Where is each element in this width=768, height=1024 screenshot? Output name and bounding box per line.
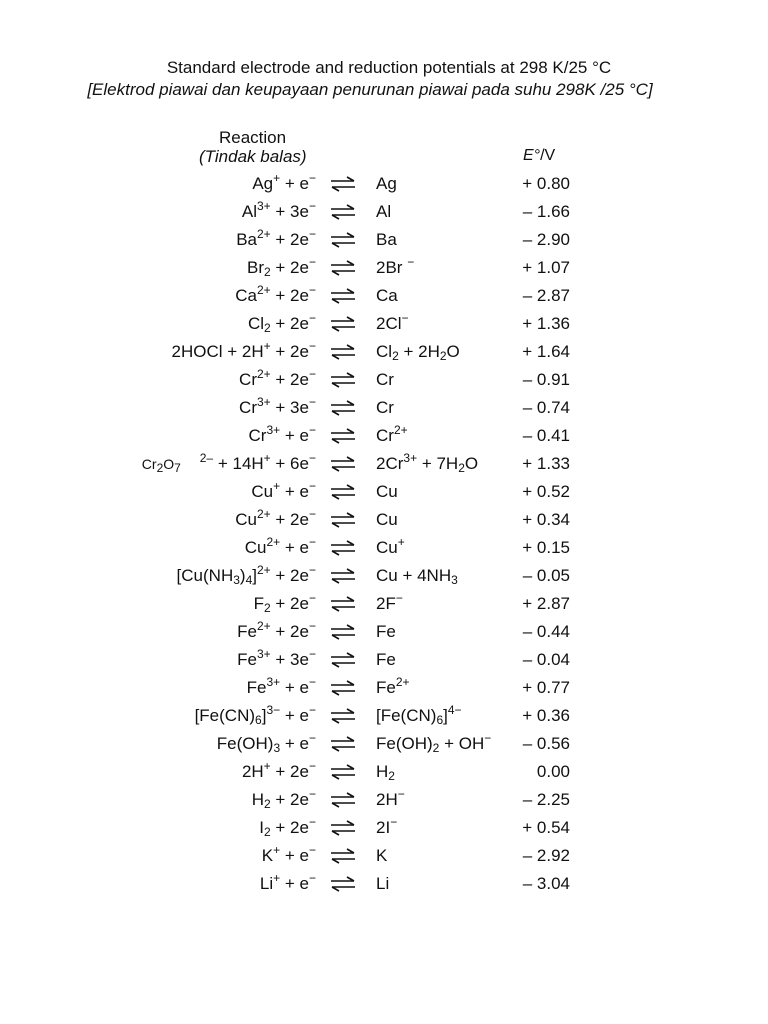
standard-potential-value: – 0.91 xyxy=(522,370,570,389)
reaction-right-side: $2Cr^{3+} + 7H_2O$ xyxy=(376,451,479,475)
reaction-left-side: $Fe(OH)_3 + e^-$ xyxy=(216,731,316,755)
column-header-tindak-balas: (Tindak balas) xyxy=(199,147,307,166)
table-row xyxy=(0,226,768,254)
equilibrium-arrow-icon xyxy=(330,708,356,724)
equilibrium-arrow-icon xyxy=(330,456,356,472)
reaction-right-side: Cu xyxy=(376,510,398,529)
standard-potential-value: + 0.15 xyxy=(522,538,570,557)
table-row xyxy=(0,618,768,646)
standard-potential-value: – 2.92 xyxy=(522,846,570,865)
table-row xyxy=(0,254,768,282)
reaction-right-side: $Cu + 4NH_3$ xyxy=(376,566,458,587)
equilibrium-arrow-icon xyxy=(330,400,356,416)
reaction-left-side: $[Cu(NH_3)_4]^{2+} + 2e^-$ xyxy=(176,563,316,587)
standard-potential-value: + 2.87 xyxy=(522,594,570,613)
reaction-right-side: $H_2$ xyxy=(376,762,395,783)
equilibrium-arrow-icon xyxy=(330,792,356,808)
standard-potential-value: – 2.90 xyxy=(522,230,570,249)
standard-potential-value: – 0.44 xyxy=(522,622,570,641)
reaction-left-side: $Cr_2O_7$ $^{2-}$ + 14H+ + 6e− xyxy=(141,451,316,475)
page-subtitle: [Elektrod piawai dan keupayaan penurunan piawai pada suhu 298K /25 °C] xyxy=(87,80,653,99)
potential-unit: /V xyxy=(540,147,556,164)
table-row xyxy=(0,422,768,450)
reaction-right-side: $Cl_2 + 2H_2O$ xyxy=(376,342,460,363)
standard-potential-value: + 1.33 xyxy=(522,454,570,473)
standard-potential-value: + 1.36 xyxy=(522,314,570,333)
reaction-right-side: Fe xyxy=(376,650,396,669)
reaction-left-side: $Cr^{3+} + e^-$ xyxy=(248,423,316,445)
equilibrium-arrow-icon xyxy=(330,316,356,332)
reaction-left-side: K+ + e− xyxy=(261,843,316,865)
standard-potential-value: – 0.74 xyxy=(522,398,570,417)
equilibrium-arrow-icon xyxy=(330,176,356,192)
reaction-left-side: $Cu^{2+} + 2e^-$ xyxy=(235,507,316,529)
reaction-left-side: $I_2 + 2e^-$ xyxy=(259,815,316,839)
equilibrium-arrow-icon xyxy=(330,876,356,892)
table-row xyxy=(0,450,768,478)
reaction-right-side: 2F− xyxy=(376,591,403,613)
table-row xyxy=(0,814,768,842)
reaction-right-side: Ca xyxy=(376,286,398,305)
equilibrium-arrow-icon xyxy=(330,288,356,304)
equilibrium-arrow-icon xyxy=(330,680,356,696)
standard-potential-value: + 0.52 xyxy=(522,482,570,501)
equilibrium-arrow-icon xyxy=(330,568,356,584)
reaction-left-side: $Cu^{2+} + e^-$ xyxy=(244,535,316,557)
table-row xyxy=(0,758,768,786)
reaction-left-side: $F_2 + 2e^-$ xyxy=(253,591,316,615)
equilibrium-arrow-icon xyxy=(330,624,356,640)
table-row xyxy=(0,310,768,338)
standard-potential-value: – 1.66 xyxy=(522,202,570,221)
reaction-left-side: $Ba^{2+} + 2e^-$ xyxy=(236,227,316,249)
standard-potential-value: + 0.80 xyxy=(522,174,570,193)
potential-symbol: E° xyxy=(523,147,541,164)
page-title: Standard electrode and reduction potentials at 298 K/25 °C xyxy=(166,58,612,77)
reaction-right-side: 2Cl− xyxy=(376,311,409,333)
equilibrium-arrow-icon xyxy=(330,484,356,500)
reaction-right-side: Cu xyxy=(376,482,398,501)
reaction-left-side: $Br_2 + 2e^-$ xyxy=(247,255,316,279)
reaction-right-side: 2I− xyxy=(376,815,398,837)
table-row xyxy=(0,170,768,198)
column-header-reaction: Reaction xyxy=(219,128,287,147)
reaction-right-side: $Fe^{2+}$ xyxy=(376,675,410,697)
equilibrium-arrow-icon xyxy=(330,204,356,220)
table-row xyxy=(0,674,768,702)
standard-potential-value: – 0.56 xyxy=(522,734,570,753)
table-row xyxy=(0,702,768,730)
equilibrium-arrow-icon xyxy=(330,260,356,276)
reaction-left-side: $Cr^{2+} + 2e^-$ xyxy=(239,367,316,389)
table-row xyxy=(0,534,768,562)
reaction-right-side: Al xyxy=(376,202,392,221)
table-row xyxy=(0,506,768,534)
reaction-left-side: Ag+ + e− xyxy=(252,171,316,193)
equilibrium-arrow-icon xyxy=(330,232,356,248)
column-header-potential xyxy=(523,147,555,165)
table-row xyxy=(0,198,768,226)
equilibrium-arrow-icon xyxy=(330,596,356,612)
reaction-right-side: 2Br − xyxy=(376,255,415,277)
reaction-right-side: $Fe(OH)_2 + OH^-$ xyxy=(376,731,492,755)
table-row xyxy=(0,730,768,758)
reaction-right-side: K xyxy=(376,846,388,865)
standard-potential-value: + 0.77 xyxy=(522,678,570,697)
reaction-right-side: Fe xyxy=(376,622,396,641)
equilibrium-arrow-icon xyxy=(330,652,356,668)
equilibrium-arrow-icon xyxy=(330,512,356,528)
equilibrium-arrow-icon xyxy=(330,540,356,556)
standard-potential-value: – 2.87 xyxy=(522,286,570,305)
standard-potential-value: + 0.36 xyxy=(522,706,570,725)
reaction-left-side: Li+ + e− xyxy=(259,871,316,893)
standard-potential-value: – 0.04 xyxy=(522,650,570,669)
reaction-left-side: 2HOCl + 2H+ + 2e− xyxy=(171,339,316,361)
reaction-right-side: Ba xyxy=(376,230,397,249)
reaction-right-side: 2H− xyxy=(376,787,405,809)
table-row xyxy=(0,646,768,674)
reaction-right-side: Ag xyxy=(376,174,397,193)
standard-potential-value: + 0.34 xyxy=(522,510,570,529)
table-row xyxy=(0,478,768,506)
equilibrium-arrow-icon xyxy=(330,848,356,864)
equilibrium-arrow-icon xyxy=(330,736,356,752)
equilibrium-arrow-icon xyxy=(330,820,356,836)
reaction-left-side: $Ca^{2+} + 2e^-$ xyxy=(235,283,316,305)
reaction-left-side: $Fe^{3+} + e^-$ xyxy=(246,675,316,697)
table-row xyxy=(0,366,768,394)
standard-potential-value: + 1.07 xyxy=(522,258,570,277)
standard-potential-value: 0.00 xyxy=(536,762,570,781)
table-row xyxy=(0,842,768,870)
reaction-right-side: Li xyxy=(376,874,390,893)
reaction-left-side: $Fe^{3+} + 3e^-$ xyxy=(237,647,316,669)
equilibrium-arrow-icon xyxy=(330,344,356,360)
reaction-left-side: $Fe^{2+} + 2e^-$ xyxy=(237,619,316,641)
reaction-right-side: $Cr^{2+}$ xyxy=(376,423,408,445)
equilibrium-arrow-icon xyxy=(330,372,356,388)
reaction-left-side: 2H+ + 2e− xyxy=(241,759,316,781)
reaction-left-side: $H_2 + 2e^-$ xyxy=(251,787,316,811)
reaction-left-side: $Cr^{3+} + 3e^-$ xyxy=(239,395,316,417)
reaction-right-side: $[Fe(CN)_6]^{4-}$ xyxy=(376,703,462,727)
standard-potential-value: – 0.41 xyxy=(522,426,570,445)
table-row xyxy=(0,338,768,366)
equilibrium-arrow-icon xyxy=(330,764,356,780)
reaction-left-side: $[Fe(CN)_6]^{3-} + e^-$ xyxy=(194,703,316,727)
standard-potential-value: + 1.64 xyxy=(522,342,570,361)
equilibrium-arrow-icon xyxy=(330,428,356,444)
table-row xyxy=(0,394,768,422)
reaction-right-side: Cr xyxy=(376,398,394,417)
standard-potential-value: + 0.54 xyxy=(522,818,570,837)
table-row xyxy=(0,870,768,898)
reaction-left-side: $Cl_2 + 2e^-$ xyxy=(247,311,316,335)
table-row xyxy=(0,562,768,590)
standard-potential-value: – 0.05 xyxy=(522,566,570,585)
reaction-left-side: $Al^{3+} + 3e^-$ xyxy=(241,199,316,221)
table-row xyxy=(0,786,768,814)
reaction-right-side: Cr xyxy=(376,370,394,389)
standard-potential-value: – 2.25 xyxy=(522,790,570,809)
table-row xyxy=(0,282,768,310)
reaction-right-side: Cu+ xyxy=(376,535,405,557)
table-row xyxy=(0,590,768,618)
reaction-left-side: Cu+ + e− xyxy=(251,479,316,501)
standard-potential-value: – 3.04 xyxy=(522,874,570,893)
